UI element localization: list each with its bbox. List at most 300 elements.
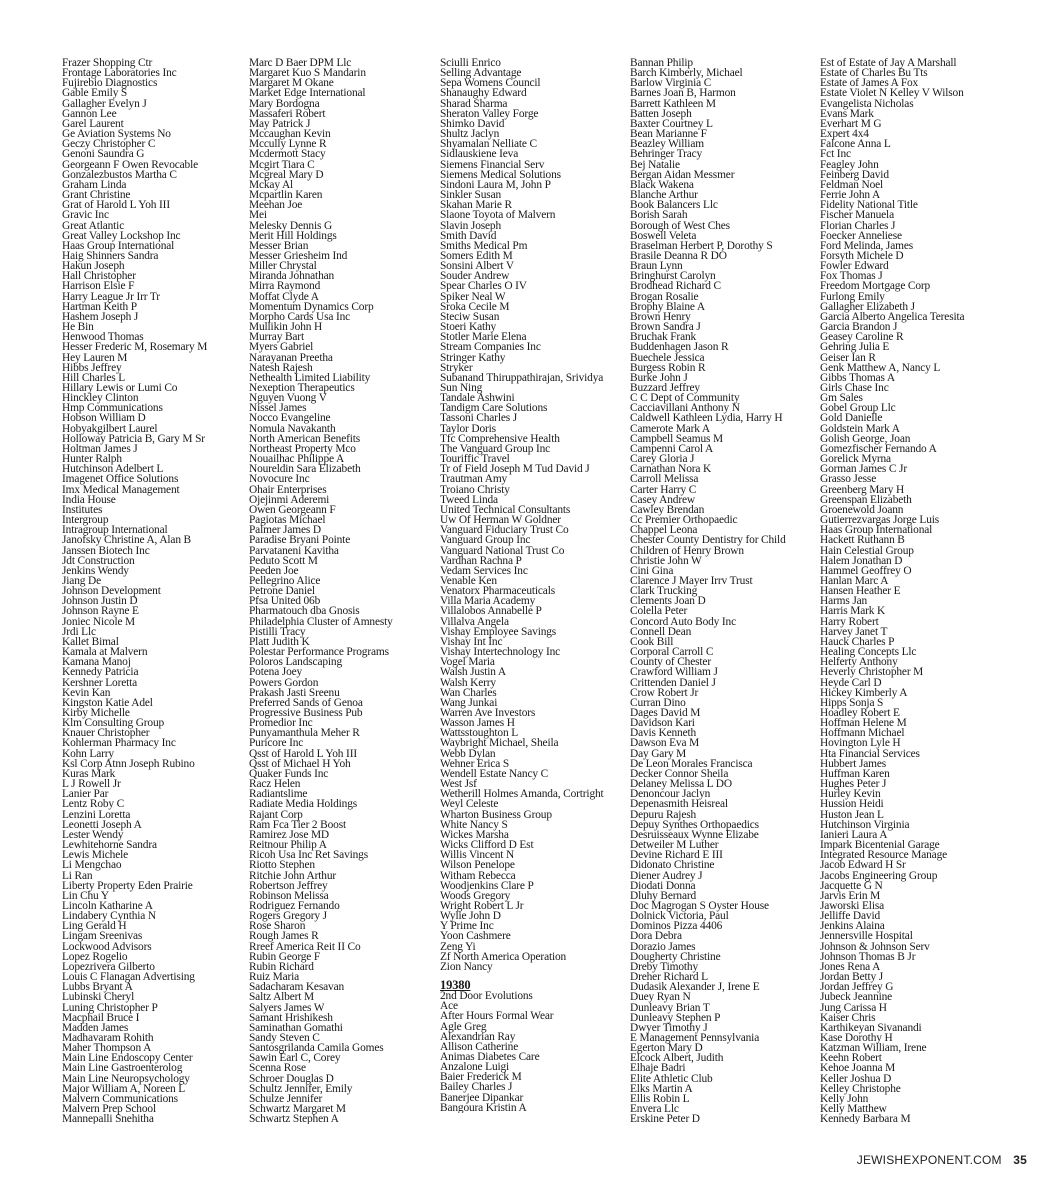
directory-entry: Nguyen Vuong V — [249, 392, 327, 405]
directory-entry: Venatorx Pharmaceuticals — [440, 585, 556, 598]
directory-entry: Freedom Mortgage Corp — [820, 280, 931, 293]
directory-entry: Buechele Jessica — [630, 351, 705, 364]
directory-entry: Clements Joan D — [630, 595, 706, 608]
directory-entry: Borish Sarah — [630, 209, 688, 222]
directory-entry: Wattsstoughton L — [440, 727, 518, 740]
directory-entry: Evangelista Nicholas — [820, 97, 914, 110]
directory-entry: Punyamanthula Meher R — [249, 727, 360, 740]
directory-entry: Ferrie John A — [820, 189, 881, 202]
directory-entry: Schwartz Stephen A — [249, 1113, 339, 1125]
directory-entry: Girls Chase Inc — [820, 382, 889, 394]
name-column-3 — [440, 58, 628, 1113]
directory-entry: Dorazio James — [630, 940, 696, 953]
directory-entry: Agle Greg — [440, 1020, 487, 1033]
directory-entry: Scenna Rose — [249, 1062, 306, 1075]
directory-entry: Ge Aviation Systems No — [62, 128, 171, 141]
directory-entry: Jacobs Engineering Group — [820, 869, 938, 882]
directory-entry: Hickey Kimberly A — [820, 686, 908, 699]
directory-entry: Casey Andrew — [630, 493, 695, 506]
directory-entry: Taylor Doris — [440, 422, 496, 435]
directory-entry: Poloros Landscaping — [249, 656, 343, 669]
directory-entry: Corporal Carroll C — [630, 646, 714, 659]
directory-entry: Paradise Bryani Pointe — [249, 534, 351, 547]
directory-entry: Fct Inc — [820, 148, 851, 161]
directory-entry: Walsh Justin A — [440, 666, 506, 679]
directory-entry: Foecker Anneliese — [820, 229, 902, 242]
directory-entry: Haas Group International — [820, 524, 933, 537]
directory-entry: L J Rowell Jr — [62, 778, 121, 791]
directory-entry: Bringhurst Carolyn — [630, 270, 716, 283]
directory-entry: Barch Kimberly, Michael — [630, 67, 743, 80]
directory-entry: Mannepalli Snehitha — [62, 1113, 154, 1125]
directory-entry: Rose Sharon — [249, 920, 306, 933]
directory-entry: Madden James — [62, 1021, 129, 1034]
directory-entry: Black Wakena — [630, 178, 694, 191]
directory-entry: Tandale Ashwini — [440, 392, 515, 405]
directory-entry: Kamana Manoj — [62, 656, 131, 669]
directory-entry: Rubin Richard — [249, 960, 314, 973]
directory-entry: Depuru Rajesh — [630, 808, 697, 821]
directory-entry: Kershner Loretta — [62, 676, 138, 689]
directory-entry: Lewhitehorne Sandra — [62, 839, 157, 852]
directory-entry: Zf North America Operation — [440, 950, 567, 963]
directory-entry: Kingston Katie Adel — [62, 696, 153, 709]
directory-entry: Genoni Saundra G — [62, 148, 145, 161]
directory-entry: Hesser Frederic M, Rosemary M — [62, 341, 208, 354]
directory-entry: Lopez Rogelio — [62, 950, 128, 963]
directory-entry: Allison Catherine — [440, 1040, 519, 1053]
directory-entry: Katzman William, Irene — [820, 1042, 927, 1055]
directory-entry: Brogan Rosalie — [630, 290, 699, 303]
directory-entry: Rodriguez Fernando — [249, 899, 340, 912]
directory-entry: Hackett Ruthann B — [820, 534, 905, 547]
directory-entry: Dudasik Alexander J, Irene E — [630, 981, 760, 994]
directory-entry: Uw Of Herman W Goldner — [440, 514, 561, 527]
directory-entry: Macphail Bruce I — [62, 1011, 140, 1024]
directory-entry: Lenzini Loretta — [62, 808, 131, 821]
directory-entry: Quaker Funds Inc — [249, 767, 329, 780]
directory-entry: Rogers Gregory J — [249, 910, 327, 923]
directory-entry: Malvern Prep School — [62, 1103, 156, 1116]
directory-entry: Myers Gabriel — [249, 341, 314, 354]
directory-entry: Gomezfischer Fernando A — [820, 442, 937, 455]
directory-entry: Carter Harry C — [630, 483, 697, 496]
directory-entry: Zeng Yi — [440, 940, 476, 953]
directory-entry: Heyde Carl D — [820, 676, 882, 689]
directory-entry: Margaret M Okane — [249, 77, 334, 90]
directory-entry: Geczy Christopher C — [62, 138, 156, 151]
directory-entry: Ritchie John Arthur — [249, 869, 337, 882]
directory-entry: Wilson Penelope — [440, 859, 515, 872]
directory-entry: Tr of Field Joseph M Tud David J — [440, 463, 590, 476]
directory-entry: Estate Violet N Kelley V Wilson — [820, 87, 964, 100]
directory-entry: Jarvis Erin M — [820, 889, 881, 902]
directory-entry: E Management Pennsylvania — [630, 1032, 760, 1044]
directory-entry: Lubbs Bryant A — [62, 981, 133, 994]
directory-entry: Bean Marianne F — [630, 128, 707, 141]
directory-entry: Natesh Rajesh — [249, 361, 313, 374]
directory-entry: Banerjee Dipankar — [440, 1091, 524, 1104]
directory-entry: Geasey Caroline R — [820, 331, 904, 344]
page-footer — [857, 1153, 1027, 1167]
directory-entry: Delaney Melissa L DO — [630, 778, 732, 791]
directory-entry: Anzalone Luigi — [440, 1061, 510, 1074]
directory-entry: Vanguard Group Inc — [440, 534, 531, 547]
directory-entry: Kallet Bimal — [62, 635, 119, 648]
directory-entry: Animas Diabetes Care — [440, 1051, 540, 1063]
directory-entry: Y Prime Inc — [440, 920, 494, 933]
directory-entry: Depenasmith Heisreal — [630, 798, 728, 811]
directory-entry: Mcpartlin Karen — [249, 189, 323, 202]
directory-entry: Petrone Daniel — [249, 585, 315, 598]
directory-entry: Jung Carissa H — [820, 1001, 887, 1014]
directory-entry: Kamala at Malvern — [62, 646, 148, 659]
directory-entry: Peduto Scott M — [249, 554, 318, 567]
name-column-1 — [62, 58, 250, 1124]
directory-entry: Holtman James J — [62, 442, 138, 455]
directory-entry: Wan Charles — [440, 686, 497, 699]
directory-entry: Leonetti Joseph A — [62, 818, 142, 831]
directory-entry: Goldstein Mark A — [820, 422, 900, 435]
directory-entry: Trautman Amy — [440, 473, 508, 486]
directory-entry: Georgeann F Owen Revocable — [62, 158, 199, 171]
directory-entry: Sidlauskiene Ieva — [440, 148, 519, 161]
directory-entry: Cini Gina — [630, 564, 674, 577]
directory-entry: Burgess Robin R — [630, 361, 706, 374]
directory-entry: Halem Jonathan D — [820, 554, 903, 567]
directory-entry: Slaone Toyota of Malvern — [440, 209, 556, 222]
directory-entry: Kaiser Chris — [820, 1011, 876, 1024]
directory-entry: Shyamalan Nelliate C — [440, 138, 537, 151]
directory-entry: The Vanguard Group Inc — [440, 442, 551, 455]
directory-entry: Hanlan Marc A — [820, 574, 889, 587]
directory-entry: Wicks Clifford D Est — [440, 839, 534, 852]
directory-entry: Miller Chrystal — [249, 260, 317, 273]
directory-entry: Reitnour Philip A — [249, 839, 327, 852]
directory-entry: Carey Gloria J — [630, 453, 695, 466]
directory-entry: Buzzard Jeffrey — [630, 382, 700, 394]
directory-entry: Warren Ave Investors — [440, 707, 536, 719]
directory-entry: West Jsf — [440, 778, 477, 791]
directory-entry: Sun Ning — [440, 382, 483, 394]
directory-entry: Vanguard National Trust Co — [440, 544, 565, 557]
directory-entry: Clark Trucking — [630, 585, 698, 598]
directory-entry: Sindoni Laura M, John P — [440, 178, 551, 191]
directory-entry: Sciulli Enrico — [440, 58, 501, 69]
directory-entry: Greenspan Elizabeth — [820, 493, 912, 506]
directory-entry: Harvey Janet T — [820, 625, 888, 638]
directory-entry: Vishay Employee Savings — [440, 625, 557, 638]
directory-entry: Tassoni Charles J — [440, 412, 518, 425]
directory-entry: Doc Magrogan S Oyster House — [630, 899, 769, 912]
directory-entry: Graham Linda — [62, 178, 127, 191]
directory-entry: Zion Nancy — [440, 960, 493, 973]
directory-entry: Cc Premier Orthopaedic — [630, 514, 738, 527]
directory-entry: Tandigm Care Solutions — [440, 402, 548, 415]
directory-entry: Sroka Cecile M — [440, 300, 510, 313]
directory-entry: Crawford William J — [630, 666, 718, 679]
directory-entry: Book Balancers Llc — [630, 199, 718, 212]
directory-entry: Owen Georgeann F — [249, 503, 336, 516]
directory-entry: Mullikin John H — [249, 321, 323, 334]
directory-entry: Haig Shinners Sandra — [62, 249, 159, 262]
directory-entry: Jrdi Llc — [62, 625, 96, 638]
directory-entry: Carnathan Nora K — [630, 463, 712, 476]
directory-entry: Johnson Development — [62, 585, 161, 598]
directory-entry: Intergroup — [62, 514, 109, 527]
directory-entry: Helferty Anthony — [820, 656, 898, 669]
directory-entry: Hakun Joseph — [62, 260, 125, 273]
directory-entry: Huffman Karen — [820, 767, 890, 780]
directory-entry: Diener Audrey J — [630, 869, 703, 882]
directory-entry: Harrison Elsie F — [62, 280, 135, 293]
directory-entry: Johnson & Johnson Serv — [820, 940, 930, 953]
directory-entry: Genk Matthew A, Nancy L — [820, 361, 941, 374]
directory-entry: Didonato Christine — [630, 859, 715, 872]
directory-entry: Jones Rena A — [820, 960, 881, 973]
directory-entry: Karthikeyan Sivanandi — [820, 1021, 922, 1034]
directory-entry: Borough of West Ches — [630, 219, 730, 232]
directory-entry: Kohlerman Pharmacy Inc — [62, 737, 176, 750]
directory-entry: Waybright Michael, Sheila — [440, 737, 559, 750]
directory-entry: Elhaje Badri — [630, 1062, 686, 1075]
directory-entry: Jordan Betty J — [820, 971, 884, 984]
directory-entry: Kohn Larry — [62, 747, 114, 760]
directory-entry: Kase Dorothy H — [820, 1032, 893, 1044]
directory-entry: Schulze Jennifer — [249, 1092, 323, 1105]
directory-entry: Gable Emily S — [62, 87, 128, 100]
directory-entry: Hoffman Helene M — [820, 717, 907, 730]
directory-entry: Walsh Kerry — [440, 676, 496, 689]
directory-entry: Vanguard Fiduciary Trust Co — [440, 524, 569, 537]
directory-entry: Groenewold Joann — [820, 503, 904, 516]
directory-entry: Woods Gregory — [440, 889, 511, 902]
directory-entry: Dominos Pizza 4406 — [630, 920, 723, 933]
directory-entry: Camerote Mark A — [630, 422, 710, 435]
directory-entry: Harry League Jr Irr Tr — [62, 290, 160, 303]
directory-entry: Fowler Edward — [820, 260, 889, 273]
directory-entry: Ling Gerald H — [62, 920, 127, 933]
directory-entry: Sinkler Susan — [440, 189, 502, 202]
directory-entry: Somers Edith M — [440, 249, 513, 262]
directory-entry: Lentz Roby C — [62, 798, 125, 811]
directory-entry: Souder Andrew — [440, 270, 510, 283]
directory-entry: Estate of James A Fox — [820, 77, 919, 90]
directory-entry: Frazer Shopping Ctr — [62, 58, 153, 69]
directory-entry: Gehring Julia E — [820, 341, 890, 354]
directory-entry: Blanche Arthur — [630, 189, 698, 202]
directory-entry: Holloway Patricia B, Gary M Sr — [62, 432, 205, 445]
directory-entry: Detweiler M Luther — [630, 839, 719, 852]
directory-entry: Great Valley Lockshop Inc — [62, 229, 181, 242]
directory-entry: Gm Sales — [820, 392, 863, 405]
directory-entry: Villa Maria Academy — [440, 595, 536, 608]
directory-entry: Baier Frederick M — [440, 1071, 522, 1084]
directory-entry: Beazley William — [630, 138, 704, 151]
directory-entry: Murray Bart — [249, 331, 304, 344]
directory-entry: Messer Brian — [249, 239, 309, 252]
zip-code-heading: 19380 — [440, 978, 471, 993]
directory-entry: Janofsky Christine A, Alan B — [62, 534, 192, 547]
directory-entry: Sawin Earl C, Corey — [249, 1052, 341, 1065]
directory-entry: Hashem Joseph J — [62, 310, 139, 323]
directory-entry: Curran Dino — [630, 696, 686, 709]
directory-entry: 2nd Door Evolutions — [440, 990, 533, 1003]
directory-entry: Impark Bicentenial Garage — [820, 839, 940, 852]
directory-entry: Bergan Aidan Messmer — [630, 168, 735, 181]
directory-entry: Hauck Charles P — [820, 635, 895, 648]
directory-entry: Nethealth Limited Liability — [249, 371, 371, 384]
directory-entry: Main Line Neuropsychology — [62, 1072, 190, 1085]
directory-entry: Gobel Group Llc — [820, 402, 896, 415]
directory-entry: Everhart M G — [820, 117, 882, 130]
directory-entry: Sharad Sharma — [440, 97, 508, 110]
directory-entry: Major William A, Noreen L — [62, 1082, 186, 1095]
directory-entry: Hutchinson Virginia — [820, 818, 910, 831]
directory-entry: Nocco Evangeline — [249, 412, 331, 425]
directory-entry: Jdt Construction — [62, 554, 135, 567]
directory-entry: Barrett Kathleen M — [630, 97, 716, 110]
directory-entry: Intragroup International — [62, 524, 168, 537]
directory-entry: Grasso Jesse — [820, 473, 877, 486]
directory-entry: Market Edge International — [249, 87, 366, 100]
directory-entry: Hinckley Clinton — [62, 392, 139, 405]
directory-entry: Fidelity National Title — [820, 199, 918, 212]
directory-entry: Kirby Michelle — [62, 707, 130, 719]
directory-entry: Siemens Financial Serv — [440, 158, 545, 171]
directory-entry: Braselman Herbert P, Dorothy S — [630, 239, 773, 252]
directory-entry: Moffat Clyde A — [249, 290, 319, 303]
directory-entry: Li Ran — [62, 869, 93, 882]
directory-entry: Salyers James W — [249, 1001, 325, 1014]
directory-entry: Maher Thompson A — [62, 1042, 152, 1055]
directory-entry: Stream Companies Inc — [440, 341, 541, 354]
directory-entry: Egerton Mary D — [630, 1042, 703, 1055]
directory-entry: Shanaughy Edward — [440, 87, 527, 100]
directory-entry: Garcia Alberto Angelica Teresita — [820, 310, 965, 323]
directory-entry: Mary Bordogna — [249, 97, 320, 110]
directory-entry: Spear Charles O IV — [440, 280, 527, 293]
directory-entry: Villalobos Annabelle P — [440, 605, 542, 618]
directory-entry: Joniec Nicole M — [62, 615, 136, 628]
directory-entry: Powers Gordon — [249, 676, 319, 689]
directory-entry: Schroer Douglas D — [249, 1072, 334, 1085]
directory-entry: Rajant Corp — [249, 808, 303, 821]
directory-entry: Harms Jan — [820, 595, 868, 608]
directory-entry: Brophy Blaine A — [630, 300, 705, 313]
directory-entry: Pellegrino Alice — [249, 574, 321, 587]
directory-entry: After Hours Formal Wear — [440, 1010, 554, 1023]
directory-entry: Henwood Thomas — [62, 331, 144, 344]
directory-entry: Dwyer Timothy J — [630, 1021, 708, 1034]
directory-entry: Hughes Peter J — [820, 778, 887, 791]
directory-entry: Puricore Inc — [249, 737, 304, 750]
directory-entry: Mei — [249, 209, 267, 222]
directory-entry: Kevin Kan — [62, 686, 111, 699]
directory-entry: Hoffmann Michael — [820, 727, 905, 740]
directory-entry: Lubinski Cheryl — [62, 991, 135, 1004]
directory-entry: Wehner Erica S — [440, 757, 510, 770]
directory-entry: Lopezrivera Gilberto — [62, 960, 155, 973]
directory-entry: Slavin Joseph — [440, 219, 502, 232]
directory-entry: Wendell Estate Nancy C — [440, 767, 549, 780]
directory-entry: Mcgreal Mary D — [249, 168, 324, 181]
directory-entry: Ksl Corp Atnn Joseph Rubino — [62, 757, 195, 770]
page-number: 35 — [1013, 1153, 1027, 1167]
directory-entry: Colella Peter — [630, 605, 688, 618]
directory-entry: Wylie John D — [440, 910, 501, 923]
directory-entry: Jelliffe David — [820, 910, 881, 923]
directory-entry: Woodjenkins Clare P — [440, 879, 534, 892]
directory-entry: Witham Rebecca — [440, 869, 516, 882]
directory-entry: Main Line Endoscopy Center — [62, 1052, 193, 1065]
directory-entry: Ohair Enterprises — [249, 483, 327, 496]
directory-entry: Braun Lynn — [630, 260, 683, 273]
directory-entry: Hill Charles L — [62, 371, 126, 384]
directory-entry: Vishay Intertechnology Inc — [440, 646, 561, 659]
footer-site-name: JEWISHEXPONENT.COM — [856, 1153, 1002, 1167]
directory-entry: C C Dept of Community — [630, 392, 740, 405]
directory-entry: Wright Robert L Jr — [440, 899, 524, 912]
directory-entry: Vardhan Rachna P — [440, 554, 522, 567]
directory-entry: Skahan Marie R — [440, 199, 512, 212]
directory-entry: Hammel Geoffrey O — [820, 564, 912, 577]
directory-entry: Barnes Joan B, Harmon — [630, 87, 736, 100]
directory-entry: Chester County Dentistry for Child — [630, 534, 786, 547]
directory-entry: Geiser Ian R — [820, 351, 876, 364]
directory-entry: Kelly John — [820, 1092, 869, 1105]
directory-entry: Hipps Sonja S — [820, 696, 884, 709]
directory-entry: Ace — [440, 1000, 458, 1013]
directory-entry: Bailey Charles J — [440, 1081, 513, 1094]
directory-entry: Concord Auto Body Inc — [630, 615, 737, 628]
directory-entry: Lewis Michele — [62, 849, 129, 862]
directory-entry: Sonsini Albert V — [440, 260, 514, 273]
directory-entry: Dora Debra — [630, 930, 682, 943]
directory-entry: Batten Joseph — [630, 107, 692, 120]
directory-entry: Wang Junkai — [440, 696, 498, 709]
directory-entry: Noureldin Sara Elizabeth — [249, 463, 361, 476]
directory-entry: Jenkins Alaina — [820, 920, 885, 933]
directory-entry: Devine Richard E III — [630, 849, 723, 862]
directory-entry: Promedior Inc — [249, 717, 313, 730]
directory-entry: Wasson James H — [440, 717, 515, 730]
directory-entry: Huston Jean L — [820, 808, 884, 821]
directory-entry: Day Gary M — [630, 747, 687, 760]
directory-entry: Racz Helen — [249, 778, 301, 791]
directory-entry: Envera Llc — [630, 1103, 679, 1116]
directory-entry: Hoadley Robert E — [820, 707, 900, 719]
directory-entry: Furlong Emily — [820, 290, 885, 303]
directory-entry: Hey Lauren M — [62, 351, 128, 364]
directory-entry: Margaret Kuo S Mandarin — [249, 67, 366, 80]
directory-entry: Campenni Carol A — [630, 442, 714, 455]
directory-entry: Merit Hill Holdings — [249, 229, 337, 242]
directory-entry: Cook Bill — [630, 635, 674, 648]
directory-entry: Kelly Matthew — [820, 1103, 887, 1116]
directory-entry: Gallagher Evelyn J — [62, 97, 147, 110]
directory-entry: Gravic Inc — [62, 209, 109, 222]
directory-entry: Forsyth Michele D — [820, 249, 904, 262]
directory-entry: Mckay Al — [249, 178, 294, 191]
directory-entry: Dreher Richard L — [630, 971, 708, 984]
directory-entry: Bej Natalie — [630, 158, 680, 171]
directory-entry: Haas Group International — [62, 239, 175, 252]
directory-entry: Janssen Biotech Inc — [62, 544, 150, 557]
directory-entry: Imagenet Office Solutions — [62, 473, 179, 486]
directory-entry: Elite Athletic Club — [630, 1072, 713, 1085]
directory-entry: Santosgrilanda Camila Gomes — [249, 1042, 384, 1055]
